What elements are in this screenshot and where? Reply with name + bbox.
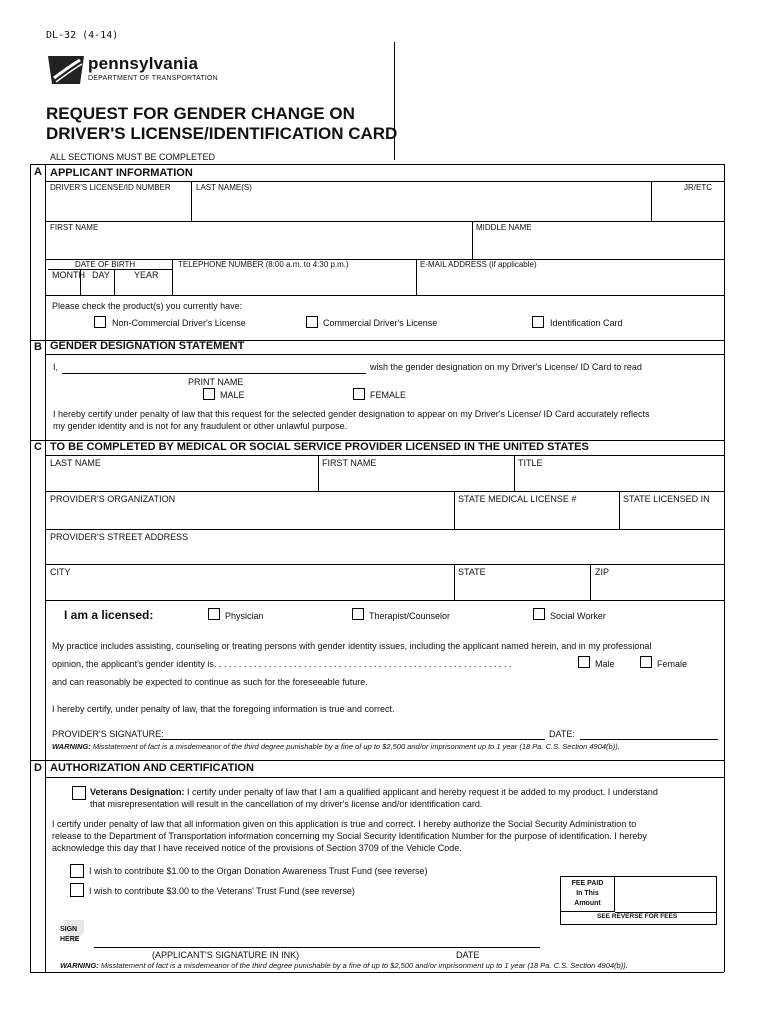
city-label: CITY [50, 567, 71, 577]
section-a-top-rule [30, 164, 724, 165]
all-sections-note: ALL SECTIONS MUST BE COMPLETED [50, 152, 216, 162]
fee-amount-input[interactable] [619, 883, 711, 903]
form-right-rule [724, 164, 725, 972]
street-address-input[interactable] [50, 546, 720, 561]
veterans-checkbox[interactable] [72, 786, 86, 800]
sign-line-1: SIGN [60, 926, 78, 933]
divider [318, 455, 319, 491]
first-name-input[interactable] [50, 238, 468, 254]
therapist-checkbox[interactable] [352, 608, 364, 620]
keystone-logo-icon [46, 52, 86, 86]
dob-year-label: YEAR [134, 270, 159, 280]
provider-warning [52, 742, 620, 751]
fee-line-2: In This [576, 890, 599, 897]
middle-name-label: MIDDLE NAME [476, 223, 532, 232]
veterans-statement [90, 786, 658, 810]
logo-department: DEPARTMENT OF TRANSPORTATION [88, 75, 218, 82]
applicant-date-label: DATE [456, 950, 480, 960]
provider-date-line[interactable] [580, 739, 718, 740]
form-number: DL-32 (4-14) [46, 30, 119, 41]
id-card-label: Identification Card [550, 318, 623, 328]
veterans-line-2: that misrepresentation will result in the cancellation of my driver's license and/or identification card. [90, 799, 483, 809]
city-input[interactable] [50, 582, 450, 597]
fee-line-3: Amount [574, 900, 601, 907]
provider-title-input[interactable] [518, 472, 720, 487]
divider [114, 269, 115, 295]
applicant-signature-label: (APPLICANT'S SIGNATURE IN INK) [152, 950, 300, 960]
row-rule [45, 221, 724, 222]
section-a-left-rule [45, 164, 46, 340]
dob-day-label: DAY [92, 270, 110, 280]
veterans-fund-checkbox[interactable] [70, 883, 84, 897]
section-c-header-rule [45, 455, 724, 456]
section-b-header: GENDER DESIGNATION STATEMENT [50, 340, 245, 352]
section-d-letter: D [34, 762, 42, 774]
provider-certify: I hereby certify, under penalty of law, that the foregoing information is true and correct. [52, 704, 395, 714]
gender-certification [53, 408, 650, 432]
dob-label: DATE OF BIRTH [75, 260, 136, 269]
page-title [46, 104, 397, 144]
dl-number-input[interactable] [50, 200, 186, 216]
middle-name-input[interactable] [476, 238, 720, 254]
print-name-label: PRINT NAME [188, 377, 244, 387]
applicant-warning [60, 961, 628, 970]
divider [590, 564, 591, 600]
social-worker-checkbox[interactable] [533, 608, 545, 620]
divider [172, 259, 173, 295]
provider-male-checkbox[interactable] [578, 656, 590, 668]
divider [651, 181, 652, 221]
certify-line-1: I certify under penalty of law that all information given on this application is true and correct. I hereby authorize the Social Security Administration to [52, 819, 637, 829]
section-c-header: TO BE COMPLETED BY MEDICAL OR SOCIAL SERVICE PROVIDER LICENSED IN THE UNITED STATES [50, 441, 589, 453]
telephone-label: TELEPHONE NUMBER (8:00 a.m. to 4:30 p.m.) [178, 260, 349, 269]
organization-label: PROVIDER'S ORGANIZATION [50, 494, 176, 504]
non-commercial-checkbox[interactable] [94, 316, 106, 328]
i-label: I, [53, 362, 59, 372]
section-b-header-rule [45, 354, 724, 355]
applicant-signature-line[interactable] [94, 947, 540, 948]
zip-input[interactable] [595, 582, 720, 597]
wish-text: wish the gender designation on my Driver's License/ ID Card to read [370, 362, 642, 372]
dob-month-input[interactable] [50, 278, 76, 292]
provider-date-label: DATE: [549, 729, 575, 739]
organ-donation-checkbox[interactable] [70, 864, 84, 878]
provider-last-name-input[interactable] [50, 472, 314, 487]
state-licensed-in-input[interactable] [623, 510, 720, 525]
state-license-number-label: STATE MEDICAL LICENSE # [458, 494, 577, 504]
row-rule [45, 564, 724, 565]
veterans-line-1: I certify under penalty of law that I am a qualified applicant and hereby request it be added to my product. I understand [187, 787, 658, 797]
fee-paid-label [561, 877, 615, 912]
street-address-label: PROVIDER'S STREET ADDRESS [50, 532, 189, 542]
practice-line-1: My practice includes assisting, counseling or treating persons with gender identity issues, including the applicant named herein, and in my professional [52, 641, 652, 651]
last-names-label: LAST NAME(S) [196, 183, 252, 192]
section-d-header-rule [45, 777, 724, 778]
physician-label: Physician [225, 611, 264, 621]
row-rule [45, 295, 724, 296]
sign-here-label [60, 925, 79, 945]
social-worker-label: Social Worker [550, 611, 606, 621]
male-checkbox[interactable] [203, 388, 215, 400]
provider-female-checkbox[interactable] [640, 656, 652, 668]
veterans-label: Veterans Designation: [90, 787, 185, 797]
title-line-1: REQUEST FOR GENDER CHANGE ON [46, 104, 355, 123]
provider-first-name-label: FIRST NAME [322, 458, 377, 468]
id-card-checkbox[interactable] [532, 316, 544, 328]
form-left-rule [30, 164, 31, 972]
logo-name: pennsylvania [88, 54, 199, 73]
row-rule [45, 491, 724, 492]
divider [514, 455, 515, 491]
dl-number-label: DRIVER'S LICENSE/ID NUMBER [50, 183, 171, 192]
licensed-label: I am a licensed: [64, 608, 154, 622]
provider-signature-label: PROVIDER'S SIGNATURE: [52, 729, 164, 739]
provider-last-name-label: LAST NAME [50, 458, 101, 468]
dob-day-input[interactable] [84, 278, 110, 292]
form-bottom-rule [30, 972, 724, 973]
practice-line-3: and can reasonably be expected to continue as such for the foreseeable future. [52, 677, 368, 687]
section-b-left-rule [45, 340, 46, 440]
section-d-header: AUTHORIZATION AND CERTIFICATION [50, 762, 254, 774]
provider-first-name-input[interactable] [322, 472, 510, 487]
jr-etc-input[interactable] [655, 200, 719, 216]
email-label: E-MAIL ADDRESS (if applicable) [420, 260, 537, 269]
physician-checkbox[interactable] [208, 608, 220, 620]
state-input[interactable] [458, 582, 586, 597]
telephone-input[interactable] [178, 276, 410, 292]
last-names-input[interactable] [196, 200, 646, 216]
organization-input[interactable] [50, 510, 450, 525]
print-name-input[interactable] [62, 360, 366, 374]
dob-month-label: MONTH [52, 270, 85, 280]
female-label: FEMALE [370, 390, 407, 400]
row-rule [45, 600, 724, 601]
zip-label: ZIP [595, 567, 610, 577]
divider [454, 564, 455, 600]
first-name-label: FIRST NAME [50, 223, 99, 232]
warning-label: WARNING: [52, 742, 91, 751]
section-a-header-rule [45, 181, 724, 182]
see-reverse-label: SEE REVERSE FOR FEES [597, 913, 678, 920]
divider [619, 491, 620, 529]
section-a-letter: A [34, 166, 42, 178]
divider [416, 259, 417, 295]
state-label: STATE [458, 567, 486, 577]
state-license-number-input[interactable] [458, 510, 615, 525]
section-c-letter: C [34, 441, 42, 453]
female-checkbox[interactable] [353, 388, 365, 400]
row-rule [45, 529, 724, 530]
penndot-logo [46, 52, 86, 91]
male-label: MALE [220, 390, 245, 400]
provider-female-label: Female [657, 659, 688, 669]
dob-year-input[interactable] [118, 278, 168, 292]
provider-male-label: Male [595, 659, 615, 669]
provider-title-label: TITLE [518, 458, 543, 468]
divider [472, 221, 473, 259]
state-licensed-in-label: STATE LICENSED IN [623, 494, 710, 504]
commercial-checkbox[interactable] [306, 316, 318, 328]
row-rule [45, 259, 724, 260]
fee-line-1: FEE PAID [571, 880, 604, 887]
gender-certification-line-2: my gender identity and is not for any fraudulent or other unlawful purpose. [53, 421, 348, 431]
products-prompt: Please check the product(s) you currently have: [52, 301, 243, 311]
section-d-top-rule [30, 760, 724, 761]
provider-signature-line[interactable] [160, 739, 545, 740]
sign-line-2: HERE [60, 936, 80, 943]
fee-paid-box [560, 876, 717, 925]
section-b-letter: B [34, 341, 42, 353]
certify-line-3: acknowledge this day that I have received notice of the provisions of Section 3709 of the Vehicle Code. [52, 843, 462, 853]
divider [80, 269, 81, 295]
veterans-fund-label: I wish to contribute $3.00 to the Veterans' Trust Fund (see reverse) [89, 886, 355, 896]
certify-line-2: release to the Department of Transportation information concerning my Social Security Identification Number for the purpose of identification. I hereby [52, 831, 647, 841]
commercial-label: Commercial Driver's License [323, 318, 438, 328]
non-commercial-label: Non-Commercial Driver's License [112, 318, 246, 328]
title-line-2: DRIVER'S LICENSE/IDENTIFICATION CARD [46, 124, 398, 143]
divider [454, 491, 455, 529]
practice-line-2: opinion, the applicant's gender identity is. . . . . . . . . . . . . . . . . . . . . . . . . . . . . . . . . . . . . . . . . . . . . . . . . . . . . . . . . . . . [52, 659, 512, 669]
therapist-label: Therapist/Counselor [369, 611, 451, 621]
jr-etc-label: JR/ETC [684, 183, 712, 192]
warning-label: WARNING: [60, 961, 99, 970]
warning-text: Misstatement of fact is a misdemeanor of the third degree punishable by a fine of up to $2,500 and/or imprisonment up to 1 year (18 Pa. C.S. Section 4904(b)). [100, 961, 628, 970]
section-d-left-rule [45, 760, 46, 972]
applicant-certification [52, 818, 647, 854]
warning-text: Misstatement of fact is a misdemeanor of the third degree punishable by a fine of up to $2,500 and/or imprisonment up to 1 year (18 Pa. C.S. Section 4904(b)). [92, 742, 620, 751]
gender-certification-line-1: I hereby certify under penalty of law that this request for the selected gender designation to appear on my Driver's License/ ID Card accurately reflects [53, 409, 650, 419]
divider [191, 181, 192, 221]
section-a-header: APPLICANT INFORMATION [50, 167, 193, 179]
email-input[interactable] [420, 276, 720, 292]
organ-donation-label: I wish to contribute $1.00 to the Organ Donation Awareness Trust Fund (see reverse) [89, 866, 428, 876]
